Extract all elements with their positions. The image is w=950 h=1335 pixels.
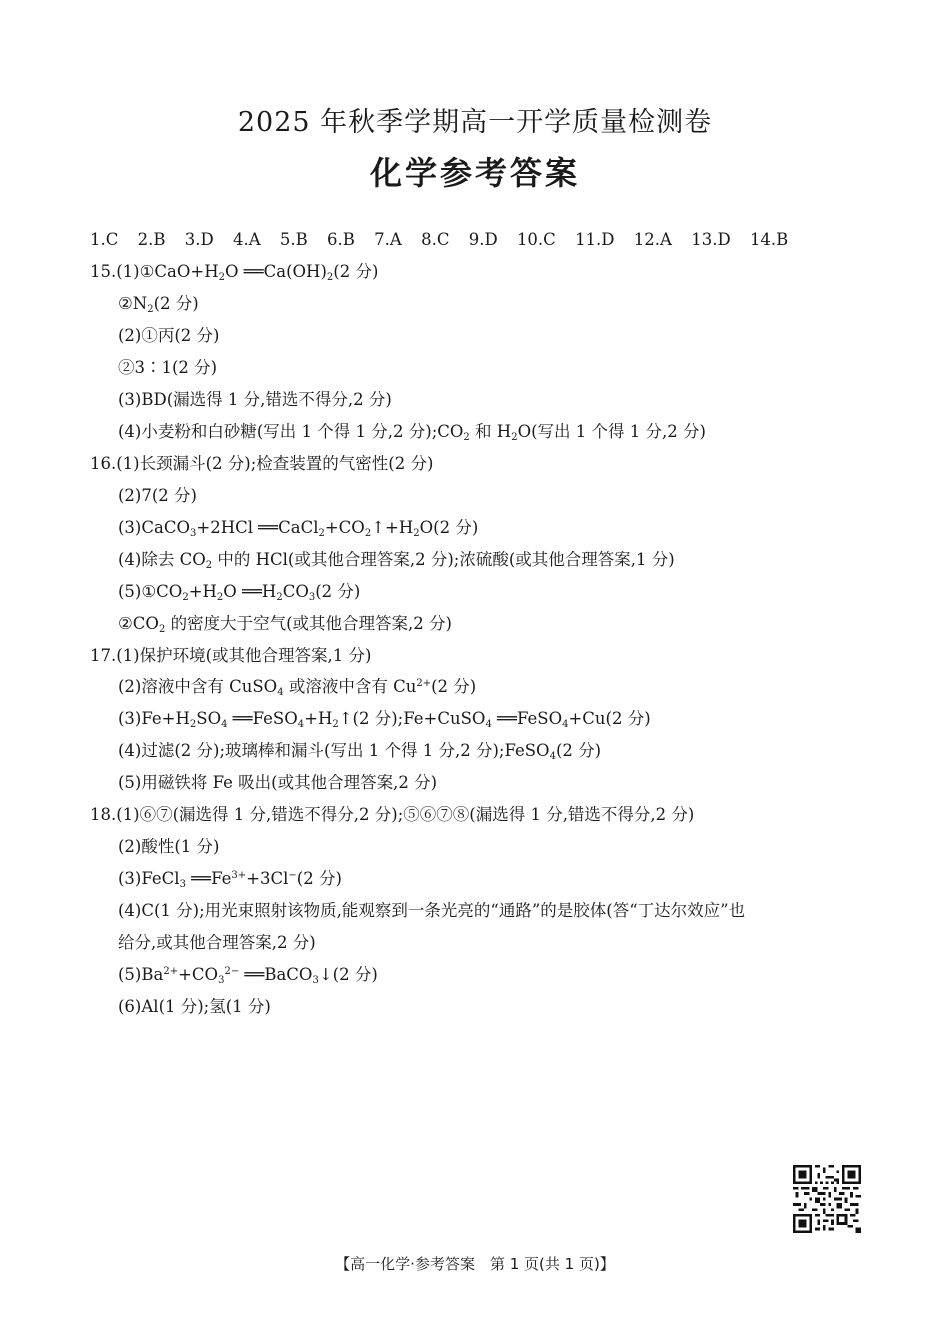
answer-15-1a: $15.(1)①CaO+H_2O$ $══Ca(OH)_2(2$ 分) (90, 262, 379, 283)
mcq-item: 14.B (749, 230, 789, 249)
mcq-item: 5.B (279, 230, 308, 249)
answer-18-6: (6)Al(1 分);氢(1 分) (118, 997, 271, 1016)
answer-17-1: 17.(1)保护环境(或其他合理答案,1 分) (90, 646, 372, 665)
answer-16-2: (2)7(2 分) (118, 486, 197, 505)
answer-16-5a: $(5)①CO_2+H_2O$ $══H_2CO_3(2$ 分) (118, 582, 361, 603)
answer-15-3: (3)BD(漏选得 1 分,错选不得分,2 分) (118, 390, 392, 409)
mcq-item: 6.B (327, 230, 355, 249)
answer-18-1: 18.(1)⑥⑦(漏选得 1 分,错选不得分,2 分);⑤⑥⑦⑧(漏选得 1 分,错选不得分,2 分) (90, 805, 695, 824)
answer-15-4: (4)小麦粉和白砂糖(写出 1 个得 1 分,2 分)$;CO_2$ 和 $H_2O$(写出 1 个得 1 分,2 分) (118, 422, 706, 443)
answer-16-3: (3)CaCO$_3$+2HCl $══CaCl_2+CO_2↑+H_2O(2$ 分) (118, 518, 479, 539)
mcq-item: 1.C (90, 230, 119, 249)
mcq-item: 8.C (421, 230, 450, 249)
answer-17-3: $(3)Fe+H_2SO_4$ $══FeSO_4+H_2↑(2$ 分);Fe+CuSO$_4$ ══FeSO$_4$+Cu(2 分) (118, 709, 651, 730)
answer-15-2a: (2)①丙(2 分) (118, 326, 220, 345)
answer-17-5: (5)用磁铁将 Fe 吸出(或其他合理答案,2 分) (118, 773, 438, 792)
answer-18-4b: 给分,或其他合理答案,2 分) (118, 933, 316, 952)
mcq-item: 13.D (691, 230, 731, 249)
answer-17-4: (4)过滤(2 分);玻璃棒和漏斗(写出 1 个得 1 分,2 分);FeSO$_4$(2 分) (118, 741, 602, 762)
page-title: 2025 年秋季学期高一开学质量检测卷 (237, 107, 713, 138)
answer-18-3: (3)FeCl$_3$ $══Fe^{3+}+3Cl^-(2$ 分) (118, 869, 342, 890)
mcq-item: 4.A (232, 230, 261, 249)
answer-18-2: (2)酸性(1 分) (118, 837, 220, 856)
mcq-item: 3.D (184, 230, 214, 249)
answer-17-2: (2)溶液中含有 CuSO$_4$ 或溶液中含有 $Cu^{2+}(2$ 分) (118, 677, 477, 698)
page-subtitle: 化学参考答案 (369, 154, 580, 192)
mcq-item: 7.A (374, 230, 402, 249)
mcq-item: 11.D (575, 230, 615, 249)
answer-16-4: (4)除去 $CO_2$ 中的 HCl(或其他合理答案,2 分);浓硫酸(或其他合理答案,1 分) (118, 550, 675, 571)
answer-16-1: 16.(1)长颈漏斗(2 分);检查装置的气密性(2 分) (90, 454, 434, 473)
answer-15-1b: $②N_2(2$ 分) (118, 294, 199, 315)
answer-18-5: $(5)Ba^{2+}+CO_3^{2-}$ ══BaCO$_3$↓(2 分) (118, 965, 378, 986)
answer-15-2b: ②3∶1(2 分) (118, 358, 218, 377)
mcq-item: 2.B (137, 230, 166, 249)
mcq-item: 10.C (516, 230, 556, 249)
page-footer: 【高一化学·参考答案 第 1 页(共 1 页)】 (335, 1255, 615, 1273)
answer-16-5b: $②CO_2$ 的密度大于空气(或其他合理答案,2 分) (118, 614, 452, 635)
qr-code (793, 1165, 861, 1233)
mcq-item: 12.A (633, 230, 672, 249)
answer-18-4a: (4)C(1 分);用光束照射该物质,能观察到一条光亮的“通路”的是胶体(答“丁达尔效应”也 (118, 901, 746, 920)
mcq-item: 9.D (468, 230, 498, 249)
mcq-answers (90, 230, 802, 250)
